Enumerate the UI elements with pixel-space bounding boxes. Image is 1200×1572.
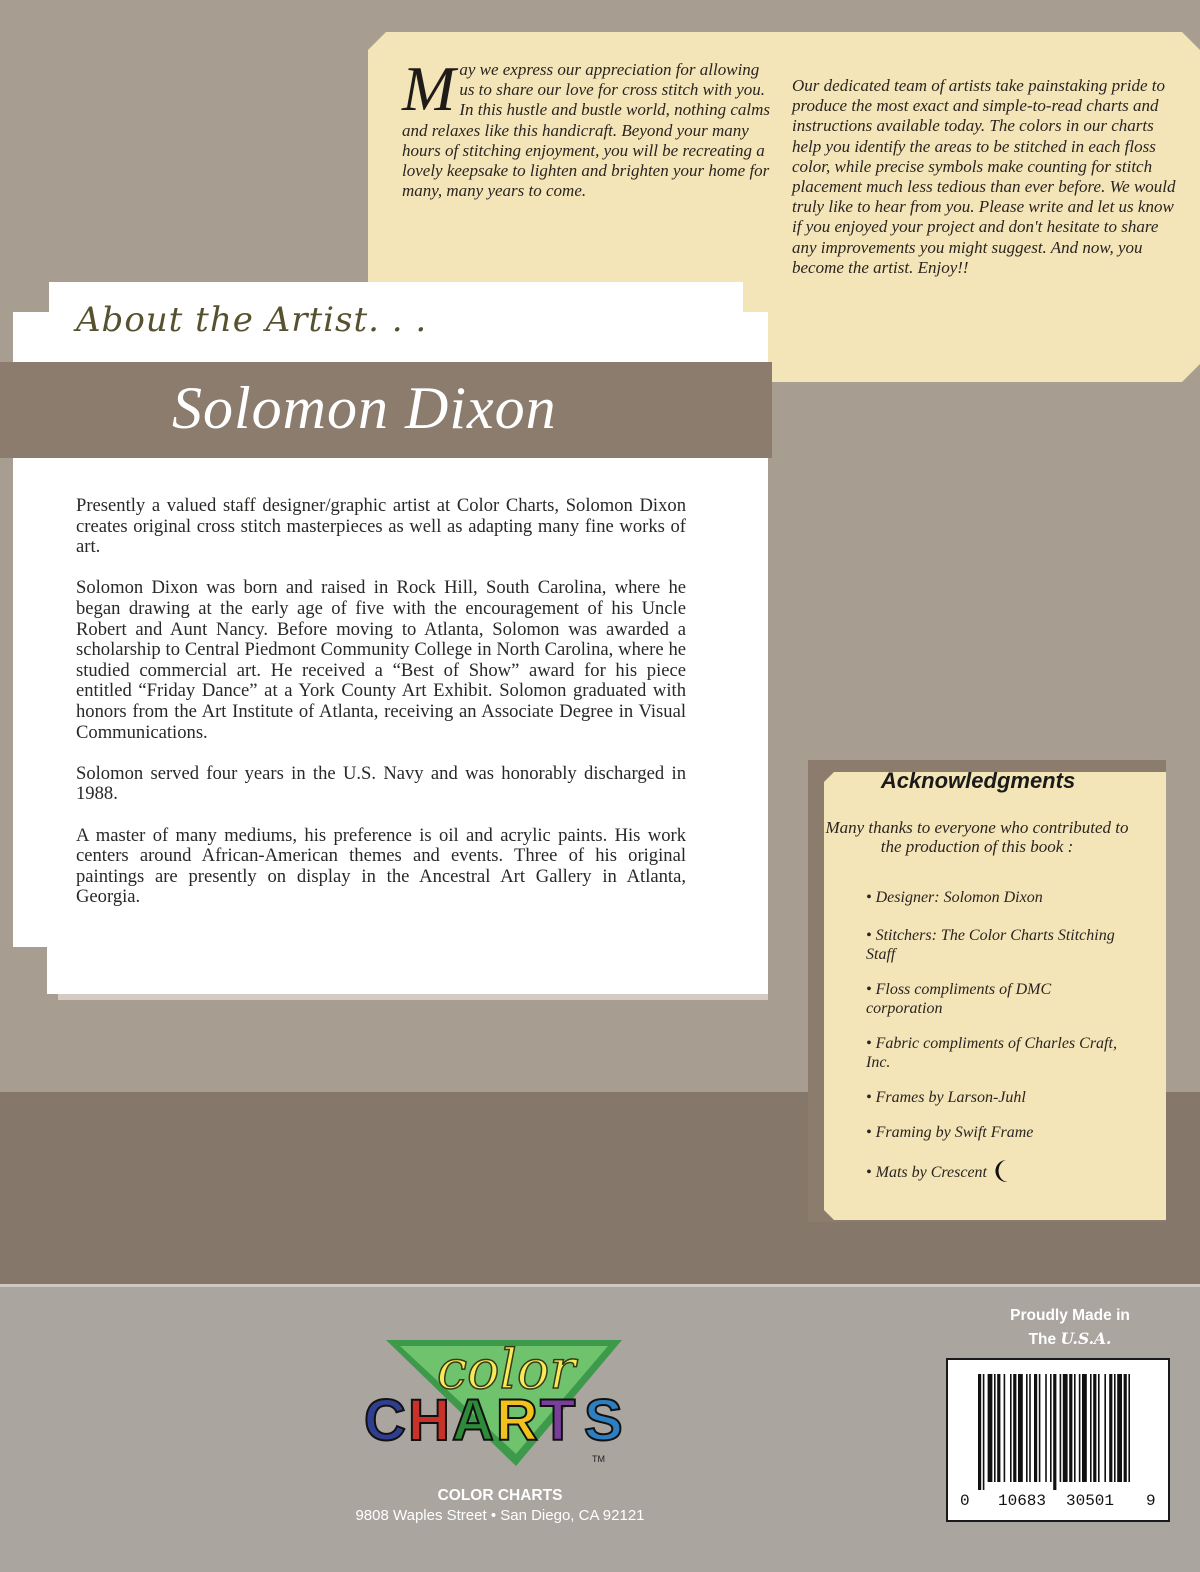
company-name: COLOR CHARTS bbox=[437, 1487, 563, 1504]
barcode-bar bbox=[1082, 1374, 1087, 1482]
artist-name: Solomon Dixon bbox=[172, 375, 557, 441]
acknowledgments-intro: Many thanks to everyone who contributed to the production of this book : bbox=[825, 818, 1129, 856]
barcode-bar bbox=[988, 1374, 993, 1482]
barcode-bar bbox=[1060, 1374, 1062, 1482]
ack-item-text: Stitchers: The Color Charts Stitching Staff bbox=[866, 927, 1115, 963]
logo-letter: H bbox=[408, 1388, 450, 1453]
appreciation-text-left bbox=[402, 53, 774, 201]
appreciation-left-paragraph: ay we express our appreciation for allowing us to share our love for cross stitch with you. In this hustle and bustle world, nothing calms and relaxes like this handicraft. Beyond your many hours of stitching enjoyment, you will be recreating a lovely keepsake to lighten and brighten your home for many, many years to come. bbox=[402, 60, 771, 201]
bullet: • bbox=[866, 889, 872, 906]
list-item bbox=[866, 1088, 1126, 1107]
barcode bbox=[946, 1358, 1170, 1522]
made-in-the: The bbox=[1028, 1331, 1057, 1348]
bullet: • bbox=[866, 927, 872, 944]
company-info bbox=[300, 1486, 700, 1526]
barcode-digit: 10683 bbox=[998, 1492, 1047, 1510]
made-in-line1: Proudly Made in bbox=[1010, 1307, 1130, 1324]
acknowledgments-list bbox=[866, 888, 1126, 1205]
bio-paragraph: A master of many mediums, his preference is oil and acrylic paints. His work centers around African-American themes and events. Three of his original paintings are presently on display in the Ancestral Art Gallery in Atlanta, Georgia. bbox=[76, 824, 686, 908]
logo-letter: R bbox=[496, 1388, 538, 1453]
barcode-bar bbox=[983, 1374, 985, 1490]
barcode-bar bbox=[1069, 1374, 1072, 1482]
barcode-bars bbox=[948, 1360, 1168, 1490]
barcode-bar bbox=[1104, 1374, 1106, 1482]
made-in-usa-text: U.S.A. bbox=[1060, 1329, 1112, 1348]
about-artist-heading: About the Artist. . . bbox=[76, 300, 428, 340]
bullet: • bbox=[866, 981, 872, 998]
list-item bbox=[866, 1034, 1126, 1072]
barcode-bar bbox=[1029, 1374, 1031, 1482]
list-item bbox=[866, 888, 1126, 907]
barcode-bar bbox=[1093, 1374, 1096, 1482]
bio-paragraph: Solomon served four years in the U.S. Navy and was honorably discharged in 1988. bbox=[76, 762, 686, 805]
barcode-bar bbox=[1026, 1374, 1028, 1482]
footer-divider bbox=[0, 1284, 1200, 1287]
barcode-bar bbox=[1117, 1374, 1122, 1482]
ack-item-text: Designer: Solomon Dixon bbox=[875, 889, 1043, 906]
bullet: • bbox=[866, 1124, 872, 1141]
barcode-bar bbox=[978, 1374, 981, 1490]
barcode-bar bbox=[1124, 1374, 1127, 1482]
logo-text-color: color bbox=[436, 1338, 576, 1401]
barcode-bar bbox=[1034, 1374, 1037, 1482]
barcode-bar bbox=[1090, 1374, 1092, 1482]
bullet: • bbox=[866, 1035, 872, 1052]
barcode-bar bbox=[1018, 1374, 1023, 1482]
made-in-line2 bbox=[990, 1327, 1150, 1351]
barcode-bar bbox=[1109, 1374, 1112, 1482]
logo-letter: T bbox=[540, 1388, 576, 1453]
color-charts-logo bbox=[356, 1330, 646, 1485]
barcode-bar bbox=[1053, 1374, 1056, 1490]
logo-letter: S bbox=[584, 1388, 623, 1453]
company-address: 9808 Waples Street • San Diego, CA 92121 bbox=[355, 1507, 645, 1524]
barcode-bar bbox=[1128, 1374, 1130, 1482]
bullet: • bbox=[866, 1089, 872, 1106]
barcode-bar bbox=[1004, 1374, 1006, 1482]
bullet: • bbox=[866, 1164, 872, 1182]
barcode-digit: 0 bbox=[960, 1492, 970, 1510]
artist-biography bbox=[76, 496, 686, 928]
logo-letter: C bbox=[364, 1388, 406, 1453]
list-item bbox=[866, 980, 1126, 1018]
appreciation-text-right bbox=[792, 76, 1176, 278]
ack-item-text: Framing by Swift Frame bbox=[875, 1124, 1034, 1141]
bio-paragraph: Solomon Dixon was born and raised in Rock Hill, South Carolina, where he began drawing at the early age of five with the encouragement of his Uncle Robert and Aunt Nancy. Before moving to Atlanta, Solomon was awarded a scholarship to Central Piedmont Community College in North Carolina, where he studied commercial art. He received a “Best of Show” award for his piece entitled “Friday Dance” at a York County Art Exhibit. Solomon graduated with honors from the Art Institute of Atlanta, receiving an Associate Degree in Visual Communications. bbox=[76, 577, 686, 743]
barcode-bar bbox=[1063, 1374, 1068, 1482]
ack-item-text: Fabric compliments of Charles Craft, Inc. bbox=[866, 1035, 1117, 1071]
appreciation-right-paragraph: Our dedicated team of artists take painstaking pride to produce the most exact and simple-to-read charts and instructions available today. The colors in our charts help you identify the areas to be stitched in each floss color, while precise symbols make counting for stitch placement much less tedious than ever before. We would truly like to hear from you. Please write and let us know if you enjoyed your project and don't hesitate to share any improvements you might suggest. And now, you become the artist. Enjoy!! bbox=[792, 76, 1176, 277]
barcode-bar bbox=[997, 1374, 1000, 1482]
barcode-bar bbox=[1079, 1374, 1081, 1482]
barcode-bar bbox=[1010, 1374, 1012, 1482]
crescent-moon-icon bbox=[991, 1158, 1013, 1189]
barcode-bar bbox=[1074, 1374, 1076, 1482]
acknowledgments-title: Acknowledgments bbox=[880, 768, 1076, 793]
logo-trademark: TM bbox=[592, 1454, 605, 1464]
barcode-bar bbox=[1114, 1374, 1116, 1482]
barcode-bar bbox=[1013, 1374, 1016, 1482]
list-item bbox=[866, 1158, 1126, 1189]
list-item bbox=[866, 1123, 1126, 1142]
logo-text-charts bbox=[364, 1388, 623, 1453]
bio-paragraph: Presently a valued staff designer/graphic artist at Color Charts, Solomon Dixon creates original cross stitch masterpieces as well as adapting many fine works of art. bbox=[76, 495, 686, 558]
barcode-bar bbox=[1098, 1374, 1100, 1482]
logo-letter: A bbox=[452, 1388, 494, 1453]
ack-item-text: Frames by Larson-Juhl bbox=[875, 1089, 1026, 1106]
drop-cap: M bbox=[402, 53, 456, 124]
ack-item-text: Floss compliments of DMC corporation bbox=[866, 981, 1052, 1017]
barcode-bar bbox=[1050, 1374, 1052, 1482]
barcode-digit: 9 bbox=[1146, 1492, 1156, 1510]
barcode-bar bbox=[994, 1374, 996, 1482]
barcode-bar bbox=[1045, 1374, 1047, 1482]
ack-item-text: Mats by Crescent bbox=[875, 1164, 987, 1182]
barcode-bar bbox=[1039, 1374, 1041, 1482]
barcode-digit: 30501 bbox=[1066, 1492, 1115, 1510]
list-item bbox=[866, 926, 1126, 964]
made-in-usa bbox=[990, 1304, 1150, 1351]
